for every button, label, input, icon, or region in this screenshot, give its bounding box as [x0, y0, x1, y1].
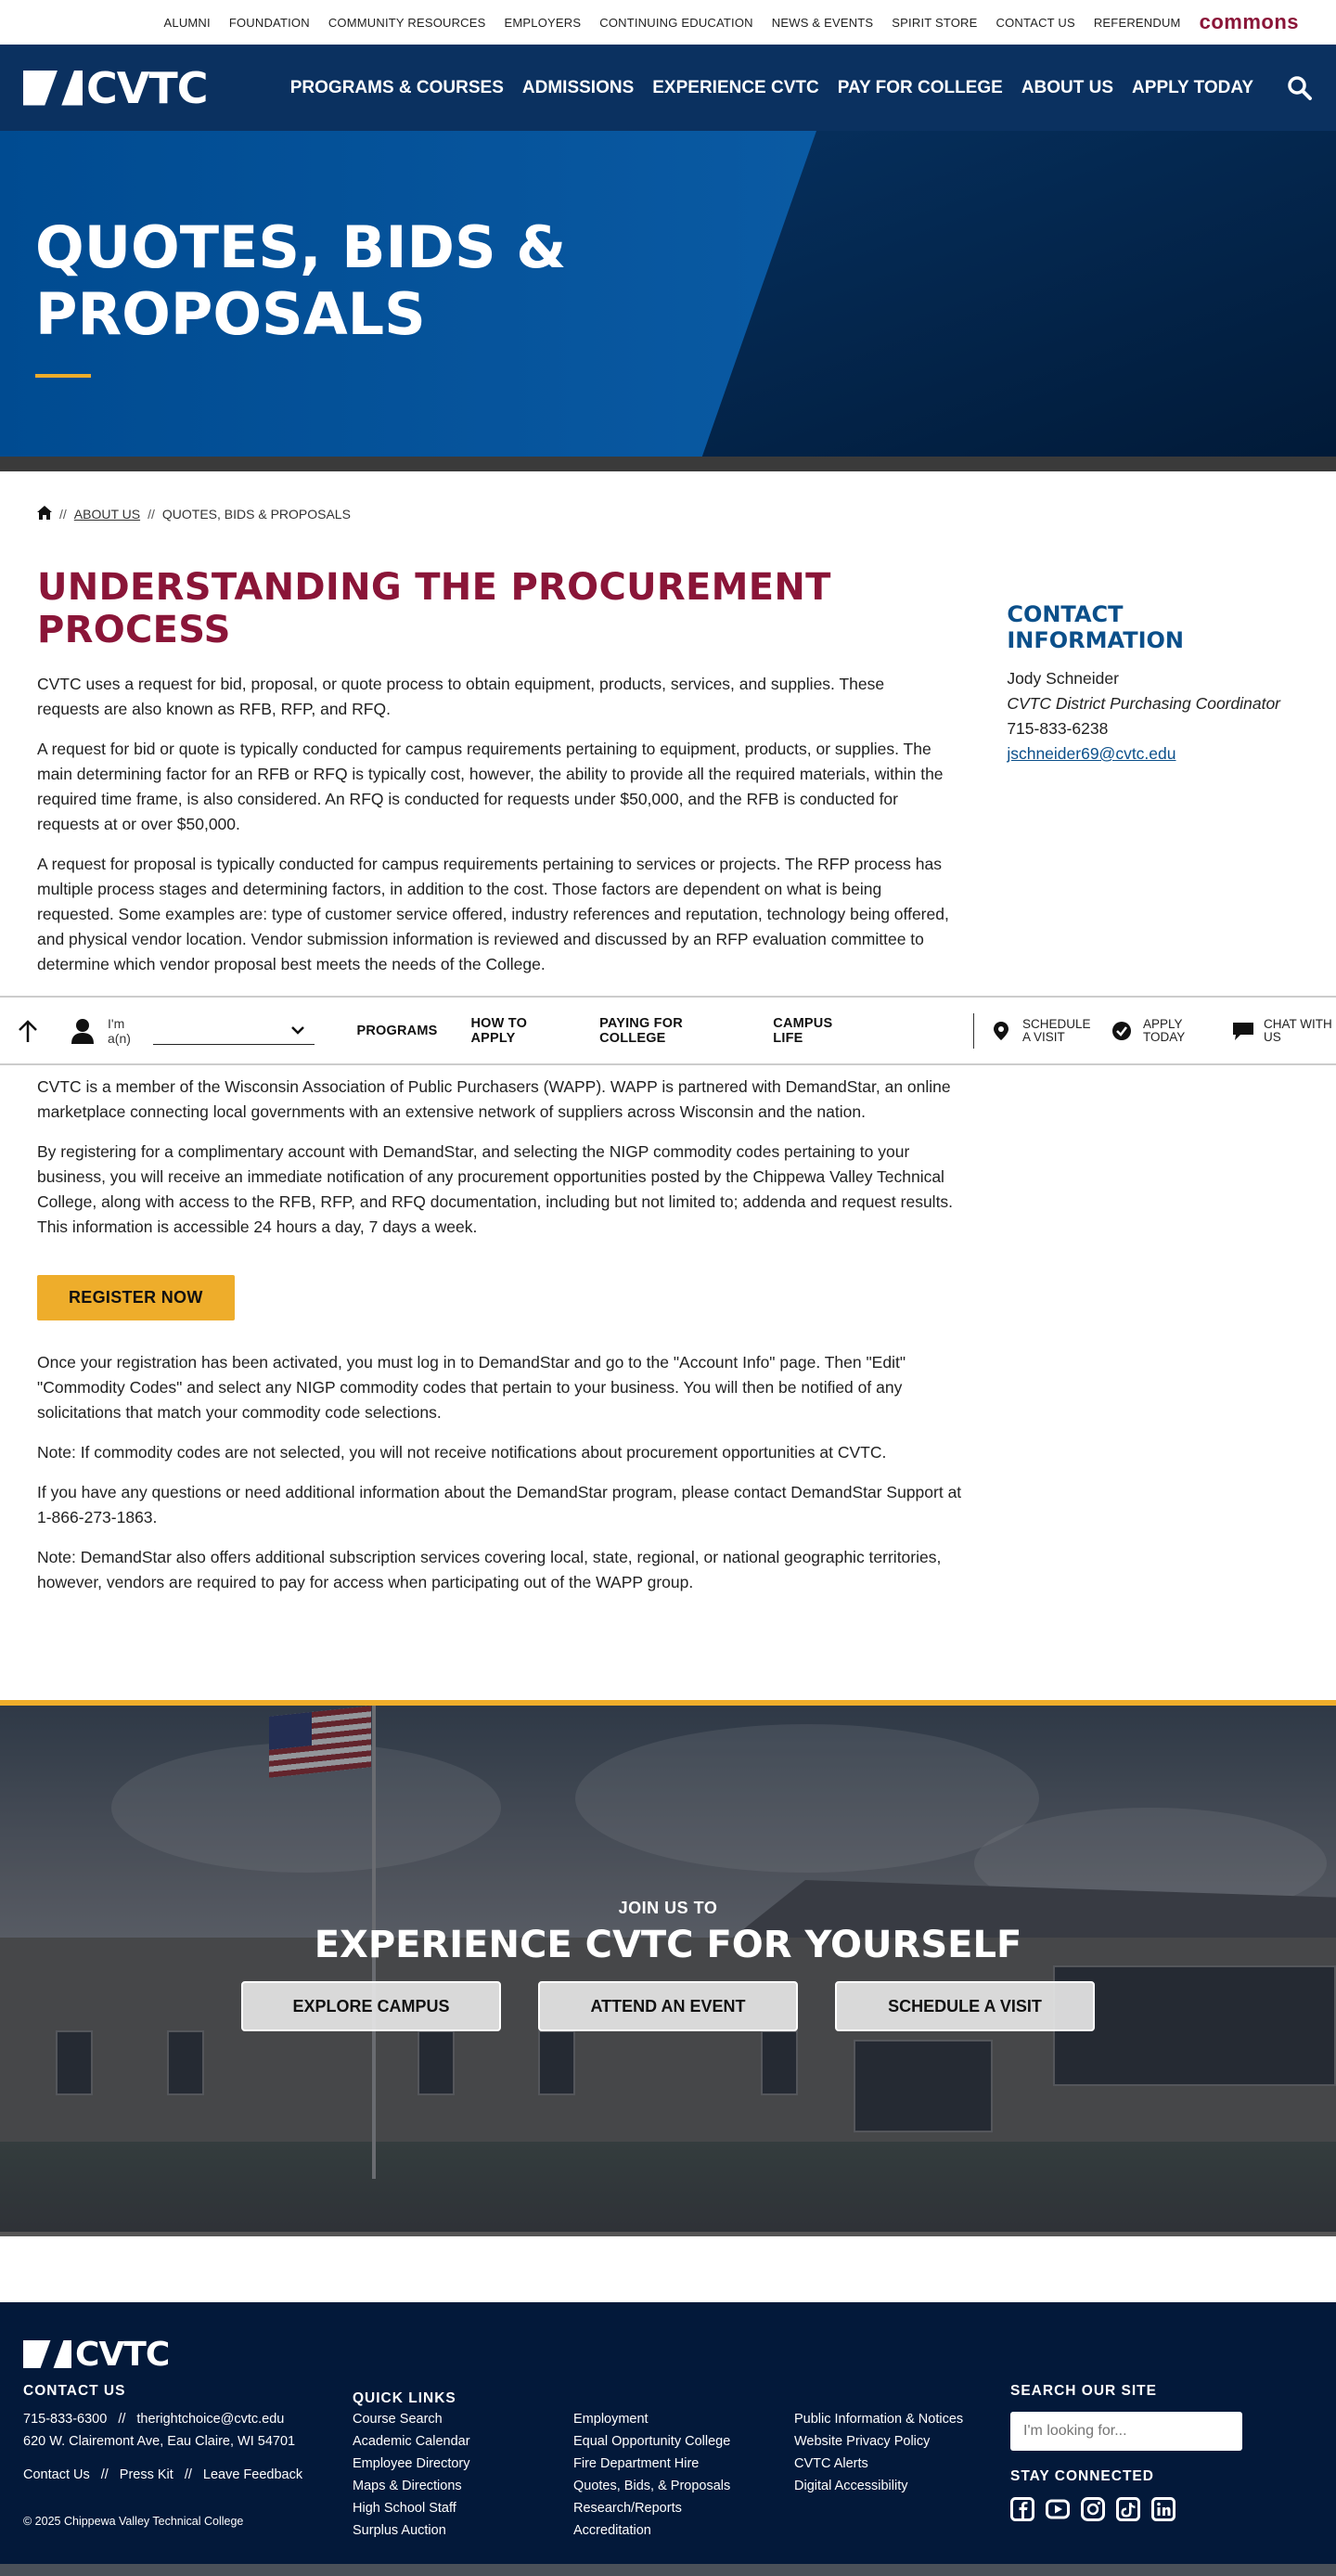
footer-contact-line [23, 2408, 353, 2430]
experience-kicker: JOIN US TO [618, 1899, 718, 1917]
utility-bar [0, 0, 1336, 45]
footer-link[interactable]: Research/Reports [573, 2501, 682, 2516]
footer-search-input[interactable] [1010, 2412, 1242, 2451]
footer-link[interactable]: Maps & Directions [353, 2479, 462, 2493]
person-icon [71, 1018, 95, 1044]
apply-today-label: APPLY TODAY [1143, 1016, 1186, 1044]
copyright: © 2025 Chippewa Valley Technical College [23, 2515, 244, 2528]
attend-event-button[interactable]: ATTEND AN EVENT [538, 1981, 798, 2031]
search-icon[interactable] [1287, 75, 1313, 101]
iam-label: I'm a(n) [108, 1015, 131, 1046]
nav-about-us[interactable]: ABOUT US [1021, 77, 1114, 97]
footer-link[interactable]: High School Staff [353, 2501, 456, 2516]
hero-underline [35, 374, 91, 378]
nav-experience-cvtc[interactable]: EXPERIENCE CVTC [652, 77, 819, 97]
breadcrumb-separator: // [148, 507, 155, 522]
contact-phone: 715-833-6238 [1007, 719, 1109, 738]
footer-search [1010, 2380, 1270, 2542]
main-header [0, 45, 1336, 131]
nav-admissions[interactable]: ADMISSIONS [521, 77, 635, 97]
quick-links-col-3 [794, 2380, 1010, 2542]
contact-sidebar [1007, 527, 1299, 992]
facebook-icon[interactable] [1010, 2497, 1034, 2529]
separator: // [100, 2467, 109, 2482]
separator: // [118, 2412, 126, 2427]
breadcrumb [0, 471, 1336, 527]
register-now-button[interactable]: REGISTER NOW [37, 1275, 235, 1320]
hero-banner [0, 131, 1336, 457]
paragraph: Once your registration has been activated, you must log in to DemandStar and go to the "Account Info" page. Then "Edit" "Commodity Codes" and select any NIGP commodity codes that pertain to your business. You will then be notified of any solicitations that match your commodity code selections. [37, 1353, 906, 1422]
footer-link[interactable]: Academic Calendar [353, 2434, 470, 2449]
footer-link[interactable]: CVTC Alerts [794, 2456, 868, 2471]
chat-action[interactable] [1232, 1018, 1336, 1044]
footer-bottom-strip [0, 2564, 1336, 2576]
experience-cvtc-section [0, 1700, 1336, 2232]
check-circle-icon [1111, 1021, 1132, 1041]
footer-columns [23, 2380, 1313, 2542]
home-icon[interactable] [37, 506, 52, 522]
breadcrumb-about-us[interactable]: ABOUT US [73, 507, 141, 522]
paragraph: Note: If commodity codes are not selected, you will not receive notifications about procurement opportunities at CVTC. [37, 1443, 887, 1462]
schedule-visit-button[interactable]: SCHEDULE A VISIT [835, 1981, 1095, 2031]
breadcrumb-current: QUOTES, BIDS & PROPOSALS [161, 507, 351, 522]
main-nav [272, 75, 1313, 101]
footer-contact-us-link[interactable]: Contact Us [23, 2467, 90, 2482]
chevron-down-icon [290, 1023, 305, 1039]
footer-link[interactable]: Employee Directory [353, 2456, 470, 2471]
footer-press-kit-link[interactable]: Press Kit [119, 2467, 173, 2482]
social-links [1010, 2497, 1270, 2529]
footer-link[interactable]: Fire Department Hire [573, 2456, 700, 2471]
audience-select[interactable] [153, 1017, 315, 1045]
contact-title: CONTACT INFORMATION [1007, 601, 1185, 653]
utility-link-foundation[interactable]: FOUNDATION [228, 15, 310, 30]
footer-link[interactable]: Course Search [353, 2412, 443, 2427]
footer-link[interactable]: Digital Accessibility [794, 2479, 908, 2493]
sticky-action-bar [0, 996, 1336, 1065]
main-column [37, 527, 949, 992]
sticky-link-how-to-apply[interactable]: HOW TO APPLY [470, 1015, 528, 1046]
utility-link-referendum[interactable]: REFERENDUM [1093, 15, 1181, 30]
sticky-link-programs[interactable]: PROGRAMS [356, 1023, 438, 1038]
footer-contact [23, 2380, 353, 2542]
schedule-visit-action[interactable] [991, 1018, 1095, 1044]
logo-text: CVTC [86, 62, 208, 113]
footer-link[interactable]: Quotes, Bids, & Proposals [573, 2479, 731, 2493]
footer-address: 620 W. Clairemont Ave, Eau Claire, WI 54701 [23, 2434, 296, 2449]
experience-content [0, 1899, 1336, 2031]
logo-mark-icon [23, 71, 83, 106]
content-area-continued [0, 1075, 1336, 1610]
contact-email-link[interactable]: jschneider69@cvtc.edu [1007, 744, 1176, 763]
nav-programs-courses[interactable]: PROGRAMS & COURSES [289, 77, 504, 97]
paragraph: CVTC is a member of the Wisconsin Association of Public Purchasers (WAPP). WAPP is partnered with DemandStar, an online marketplace connecting local governments with an extensive network of suppliers across Wisconsin and the nation. [37, 1077, 951, 1121]
utility-link-contact-us[interactable]: CONTACT US [996, 15, 1075, 30]
footer-contact-heading: CONTACT US [23, 2383, 126, 2399]
contact-role: CVTC District Purchasing Coordinator [1007, 694, 1281, 713]
map-pin-icon [991, 1021, 1011, 1041]
footer-logo[interactable] [23, 2335, 1313, 2374]
breadcrumb-separator: // [59, 507, 67, 522]
footer-contact-links [23, 2464, 353, 2486]
footer-email-link[interactable]: therightchoice@cvtc.edu [136, 2412, 285, 2427]
utility-link-employers[interactable]: EMPLOYERS [504, 15, 582, 30]
sticky-link-paying-for-college[interactable]: PAYING FOR COLLEGE [599, 1015, 683, 1046]
nav-pay-for-college[interactable]: PAY FOR COLLEGE [837, 77, 1003, 97]
footer-phone-link[interactable]: 715-833-6300 [23, 2412, 108, 2427]
chat-label: CHAT WITH US [1264, 1016, 1332, 1044]
quick-links-heading: QUICK LINKS [353, 2390, 456, 2406]
hero-title: QUOTES, BIDS & PROPOSALS [35, 213, 567, 348]
paragraph: A request for proposal is typically conducted for campus requirements pertaining to services or projects. The RFP process has multiple process stages and determining factors, in addition to the cost. Those factors are dependent on what is being requested. Some examples are: type of customer service offered, industry references and reputation, technology being offered, and physical vendor location. Vendor submission information is reviewed and discussed by an RFP evaluation committee to determine which vendor proposal best meets the needs of the College. [37, 855, 949, 973]
main-column-continued [37, 1075, 965, 1610]
footer-link[interactable]: Website Privacy Policy [794, 2434, 931, 2449]
separator: // [184, 2467, 192, 2482]
back-to-top-icon[interactable] [17, 1019, 39, 1043]
contact-name: Jody Schneider [1007, 669, 1119, 688]
chat-icon [1232, 1021, 1252, 1041]
divider [973, 1013, 974, 1049]
footer-link[interactable]: Surplus Auction [353, 2523, 446, 2538]
tiktok-icon[interactable] [1116, 2497, 1140, 2529]
utility-link-news-events[interactable]: NEWS & EVENTS [771, 15, 874, 30]
sticky-link-campus-life[interactable]: CAMPUS LIFE [773, 1015, 833, 1046]
footer-link[interactable]: Accreditation [573, 2523, 651, 2538]
commons-link[interactable]: commons [1199, 10, 1299, 33]
footer-link[interactable]: Employment [573, 2412, 649, 2427]
apply-today-action[interactable] [1111, 1018, 1215, 1044]
footer-link[interactable]: Equal Opportunity College [573, 2434, 731, 2449]
paragraph: CVTC uses a request for bid, proposal, or quote process to obtain equipment, products, services, and supplies. These requests are also known as RFB, RFP, and RFQ. [37, 675, 885, 718]
page-title: UNDERSTANDING THE PROCUREMENT PROCESS [37, 566, 831, 651]
stay-connected-heading: STAY CONNECTED [1010, 2468, 1154, 2484]
paragraph: Note: DemandStar also offers additional subscription services covering local, state, regional, or national geographic territories, however, vendors are required to pay for access when participating out of the WAPP group. [37, 1548, 942, 1591]
paragraph: By registering for a complimentary account with DemandStar, and selecting the NIGP commodity codes pertaining to your business, you will receive an immediate notification of any procurement opportunities posted by the Chippewa Valley Technical College, along with access to the RFB, RFP, and RFQ documentation, including but not limited to; addenda and request results. This information is accessible 24 hours a day, 7 days a week. [37, 1142, 954, 1236]
explore-campus-button[interactable]: EXPLORE CAMPUS [241, 1981, 501, 2031]
experience-buttons [0, 1981, 1336, 2031]
cvtc-logo[interactable] [23, 63, 208, 113]
quick-links-col-2 [573, 2380, 794, 2542]
utility-link-community-resources[interactable]: COMMUNITY RESOURCES [328, 15, 486, 30]
nav-apply-today[interactable]: APPLY TODAY [1132, 77, 1253, 97]
instagram-icon[interactable] [1081, 2497, 1105, 2529]
logo-mark-icon [23, 2340, 71, 2368]
experience-title: EXPERIENCE CVTC FOR YOURSELF [314, 1924, 1022, 1966]
linkedin-icon[interactable] [1151, 2497, 1175, 2529]
content-area [0, 527, 1336, 992]
paragraph: A request for bid or quote is typically conducted for campus requirements pertaining to equipment, products, or supplies. The main determining factor for an RFB or RFQ is typically cost, however, the ability to provide all the required materials, within the required time frame, is also considered. An RFQ is conducted for requests under $50,000, and the RFB is conducted for requests at or over $50,000. [37, 740, 944, 833]
footer-feedback-link[interactable]: Leave Feedback [202, 2467, 303, 2482]
spacer [0, 2236, 1336, 2302]
utility-link-continuing-education[interactable]: CONTINUING EDUCATION [599, 15, 753, 30]
hero-bottom-strip [0, 457, 1336, 471]
footer-link[interactable]: Public Information & Notices [794, 2412, 964, 2427]
paragraph: If you have any questions or need additional information about the DemandStar program, please contact DemandStar Support at 1-866-273-1863. [37, 1483, 962, 1526]
footer [0, 2302, 1336, 2576]
search-heading: SEARCH OUR SITE [1010, 2383, 1157, 2399]
footer-logo-text: CVTC [75, 2335, 170, 2374]
utility-link-alumni[interactable]: ALUMNI [163, 15, 211, 30]
utility-link-spirit-store[interactable]: SPIRIT STORE [892, 15, 978, 30]
youtube-icon[interactable] [1046, 2497, 1070, 2529]
schedule-visit-label: SCHEDULE A VISIT [1022, 1016, 1091, 1044]
